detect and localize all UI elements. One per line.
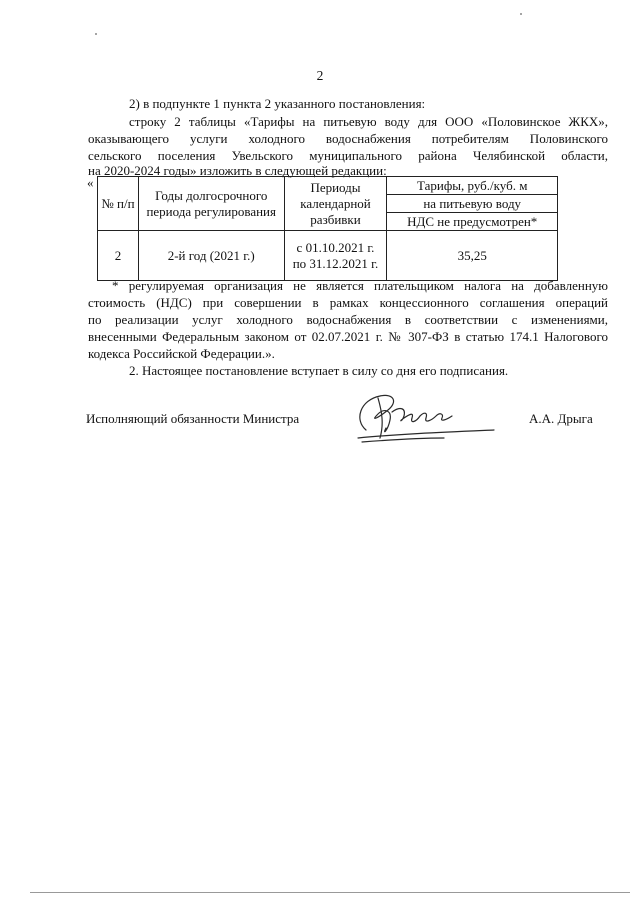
scan-speck [95, 33, 97, 35]
body-line-4: на 2020-2024 годы» изложить в следующей редакции: [88, 163, 387, 178]
row-tariff: 35,25 [387, 231, 558, 281]
body-line-2: оказывающего услуги холодного водоснабжения потребителям Половинского [88, 131, 608, 146]
row-year: 2-й год (2021 г.) [138, 231, 284, 281]
row-num: 2 [98, 231, 139, 281]
opening-quote: « [87, 175, 94, 190]
footnote-line-2: стоимость (НДС) при совершении в рамках концессионного соглашения операций [88, 295, 608, 310]
header-tariffs: Тарифы, руб./куб. м [387, 177, 558, 195]
row-period-to: по 31.12.2021 г. [292, 255, 379, 271]
subparagraph-intro: 2) в подпункте 1 пункта 2 указанного постановления: [129, 96, 426, 111]
footnote-line-1: * регулируемая организация не является плательщиком налога на добавленную [112, 278, 608, 293]
page-number: 2 [316, 68, 324, 83]
footnote-line-3: по реализации услуг холодного водоснабжения в соответствии с изменениями, [88, 312, 608, 327]
scan-edge-line [30, 892, 630, 893]
final-paragraph: 2. Настоящее постановление вступает в силу со дня его подписания. [129, 363, 509, 378]
header-periods: Периоды календарной разбивки [284, 177, 387, 231]
signatory-position: Исполняющий обязанности Министра [86, 411, 300, 426]
table-row [98, 231, 558, 281]
row-period-from: с 01.10.2021 г. [296, 239, 375, 255]
footnote-line-4: внесенными Федеральным законом от 02.07.2021 г. № 307-ФЗ в статью 174.1 Налогового [88, 329, 608, 344]
tariff-table [97, 176, 558, 281]
footnote-line-5: кодекса Российской Федерации.». [88, 346, 275, 361]
subheader-vat: НДС не предусмотрен* [387, 213, 558, 231]
body-line-3: сельского поселения Увельского муниципального района Челябинской области, [88, 148, 608, 163]
handwritten-signature [348, 388, 498, 448]
body-line-1: строку 2 таблицы «Тарифы на питьевую воду для ООО «Половинское ЖКХ», [129, 114, 608, 129]
signatory-name: А.А. Дрыга [529, 411, 593, 426]
subheader-water: на питьевую воду [387, 195, 558, 213]
scan-speck [520, 13, 522, 15]
header-num: № п/п [98, 177, 139, 231]
header-years: Годы долгосрочного периода регулирования [138, 177, 284, 231]
row-period [284, 231, 387, 281]
